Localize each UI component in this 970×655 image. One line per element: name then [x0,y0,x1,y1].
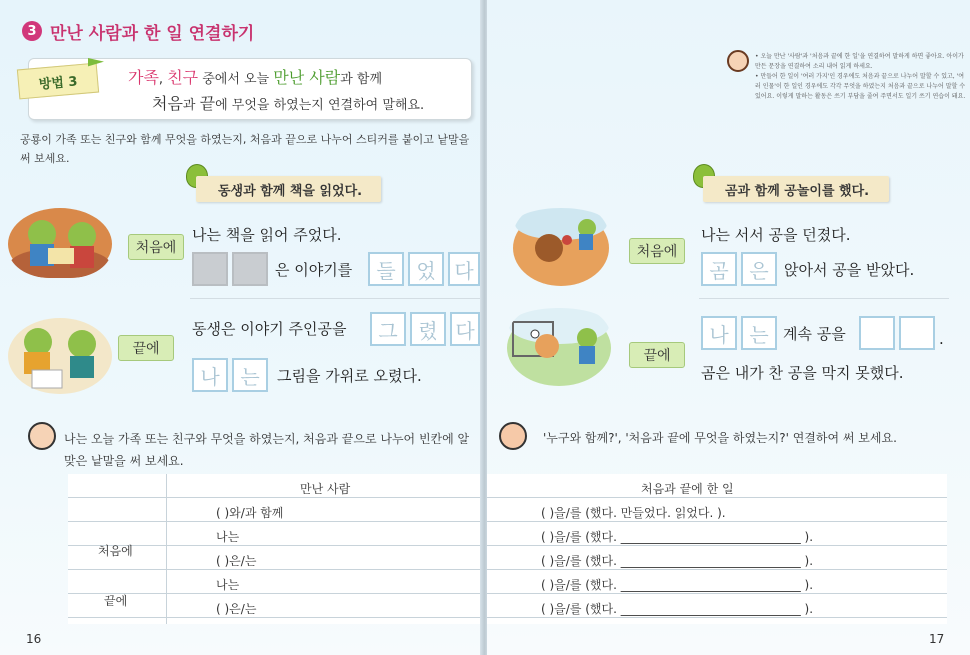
start-sentence-1: 나는 책을 읽어 주었다. [192,226,342,244]
method-text: 에 무엇을 하였는지 연결하여 말해요. [215,98,425,113]
illustration-soccer [507,306,611,386]
right-page [487,0,970,655]
method-line-2 [152,91,424,114]
page-number: 17 [929,632,945,646]
row-label-end: 끝에 [104,594,128,608]
table-header: 만난 사람 [300,482,351,496]
word-box[interactable]: 그 [370,312,406,346]
section-number-badge: 3 [22,21,42,41]
table-row[interactable]: ( )을/를 (했다. ______________________________ ). [541,578,814,592]
page-number: 16 [26,632,42,646]
start-label: 처음에 [629,238,685,264]
word-box[interactable]: 들 [368,252,404,286]
question-text: '누구와 함께?', '처음과 끝에 무엇을 하였는지?' 연결하여 써 보세요. [543,431,897,445]
table-cell[interactable]: 나는 [216,578,240,592]
word-box[interactable]: 다 [450,312,480,346]
row-label-start: 처음에 [98,544,133,558]
boy-avatar-icon [499,422,527,450]
word-box[interactable]: 렸 [410,312,446,346]
sticker-slot[interactable] [899,316,935,350]
sticker-slot[interactable] [192,252,228,286]
word-box[interactable]: 는 [232,358,268,392]
method-text: 과 함께 [340,72,383,87]
table-cell[interactable]: ( )은/는 [216,602,257,616]
sticker-slot[interactable] [232,252,268,286]
table-row[interactable]: ( )을/를 (했다. ______________________________ ). [541,602,814,616]
word-box[interactable]: 나 [192,358,228,392]
word-box[interactable]: 나 [701,316,737,350]
table-row[interactable]: ( )을/를 (했다. ______________________________ ). [541,530,814,544]
teacher-note [755,52,967,102]
word-box[interactable]: 었 [408,252,444,286]
end-sentence-period: . [939,330,944,348]
instruction-text: 공룡이 가족 또는 친구와 함께 무엇을 하였는지, 처음과 끝으로 나누어 스티커를 붙이고 낱말을 써 보세요. [20,133,470,165]
end-sentence-2: 곰은 내가 찬 공을 막지 못했다. [701,364,904,382]
word-box[interactable]: 은 [741,252,777,286]
table-column-divider [166,474,167,624]
start-label: 처음에 [128,234,184,260]
word-box[interactable]: 다 [448,252,480,286]
illustration-drawing [8,312,112,394]
girl-avatar-icon [28,422,56,450]
table-header: 처음과 끝에 한 일 [641,482,734,496]
method-word-end: 끝 [199,94,216,113]
note-line: • 만들어 한 일이 '여러 가지'인 경우에도 처음과 끝으로 나누어 말할 수 있고, '여러 인물'이 한 일인 경우에도 각각 무엇을 하였는지 처음과 끝으로 나누어 말할 수 있어요. 이렇게 말하는 활동은 쓰기 부담을 줄여 주면서도 일기 쓰기 연습이 돼요. [755,73,966,100]
start-sentence-2: 은 이야기를 [275,261,353,279]
divider [699,298,949,299]
word-box[interactable]: 는 [741,316,777,350]
story-ribbon: 동생과 함께 책을 읽었다. [196,176,381,202]
method-word-friend: 친구 [167,68,199,87]
method-line-1 [128,65,382,88]
method-word-family: 가족 [128,68,159,87]
question-text: 나는 오늘 가족 또는 친구와 무엇을 하였는지, 처음과 끝으로 나누어 빈칸에 알맞은 낱말을 써 보세요. [64,432,470,468]
start-sentence-2: 앉아서 공을 받았다. [784,261,915,279]
story-ribbon: 곰과 함께 공놀이를 했다. [703,176,889,202]
note-line: • 오늘 만난 '사람'과 '처음과 끝에 한 일'을 연결하여 말하게 하면 좋아요. 아이가 만든 문장을 연결하여 소리 내어 읽게 하세요. [755,53,964,70]
table-row[interactable]: ( )을/를 (했다. ______________________________ ). [541,554,814,568]
end-sentence-1: 계속 공을 [783,325,846,343]
section-title: 만난 사람과 한 일 연결하기 [50,24,255,44]
method-tag: 방법 3 [17,63,99,100]
method-comma: , [158,72,168,87]
teacher-avatar-icon [727,50,749,72]
table-cell[interactable]: 나는 [216,530,240,544]
method-text: 중에서 오늘 [198,72,274,87]
left-page [0,0,482,655]
method-text: 과 [182,98,200,113]
table-cell[interactable]: ( )와/과 함께 [216,506,284,520]
method-word-met-person: 만난 사람 [273,68,341,87]
illustration-ball-throw [513,204,609,286]
word-box[interactable]: 곰 [701,252,737,286]
answer-table [68,474,480,624]
answer-table [487,474,947,624]
end-sentence-2: 그림을 가위로 오렸다. [277,367,422,385]
table-cell[interactable]: ( )은/는 [216,554,257,568]
start-sentence-1: 나는 서서 공을 던졌다. [701,226,851,244]
sticker-slot[interactable] [859,316,895,350]
end-label: 끝에 [118,335,174,361]
end-label: 끝에 [629,342,685,368]
method-word-start: 처음 [152,94,183,113]
table-row[interactable]: ( )을/를 (했다. 만들었다. 읽었다. ). [541,506,726,520]
illustration-reading [8,204,112,278]
divider [190,298,480,299]
end-sentence-1: 동생은 이야기 주인공을 [192,320,347,338]
